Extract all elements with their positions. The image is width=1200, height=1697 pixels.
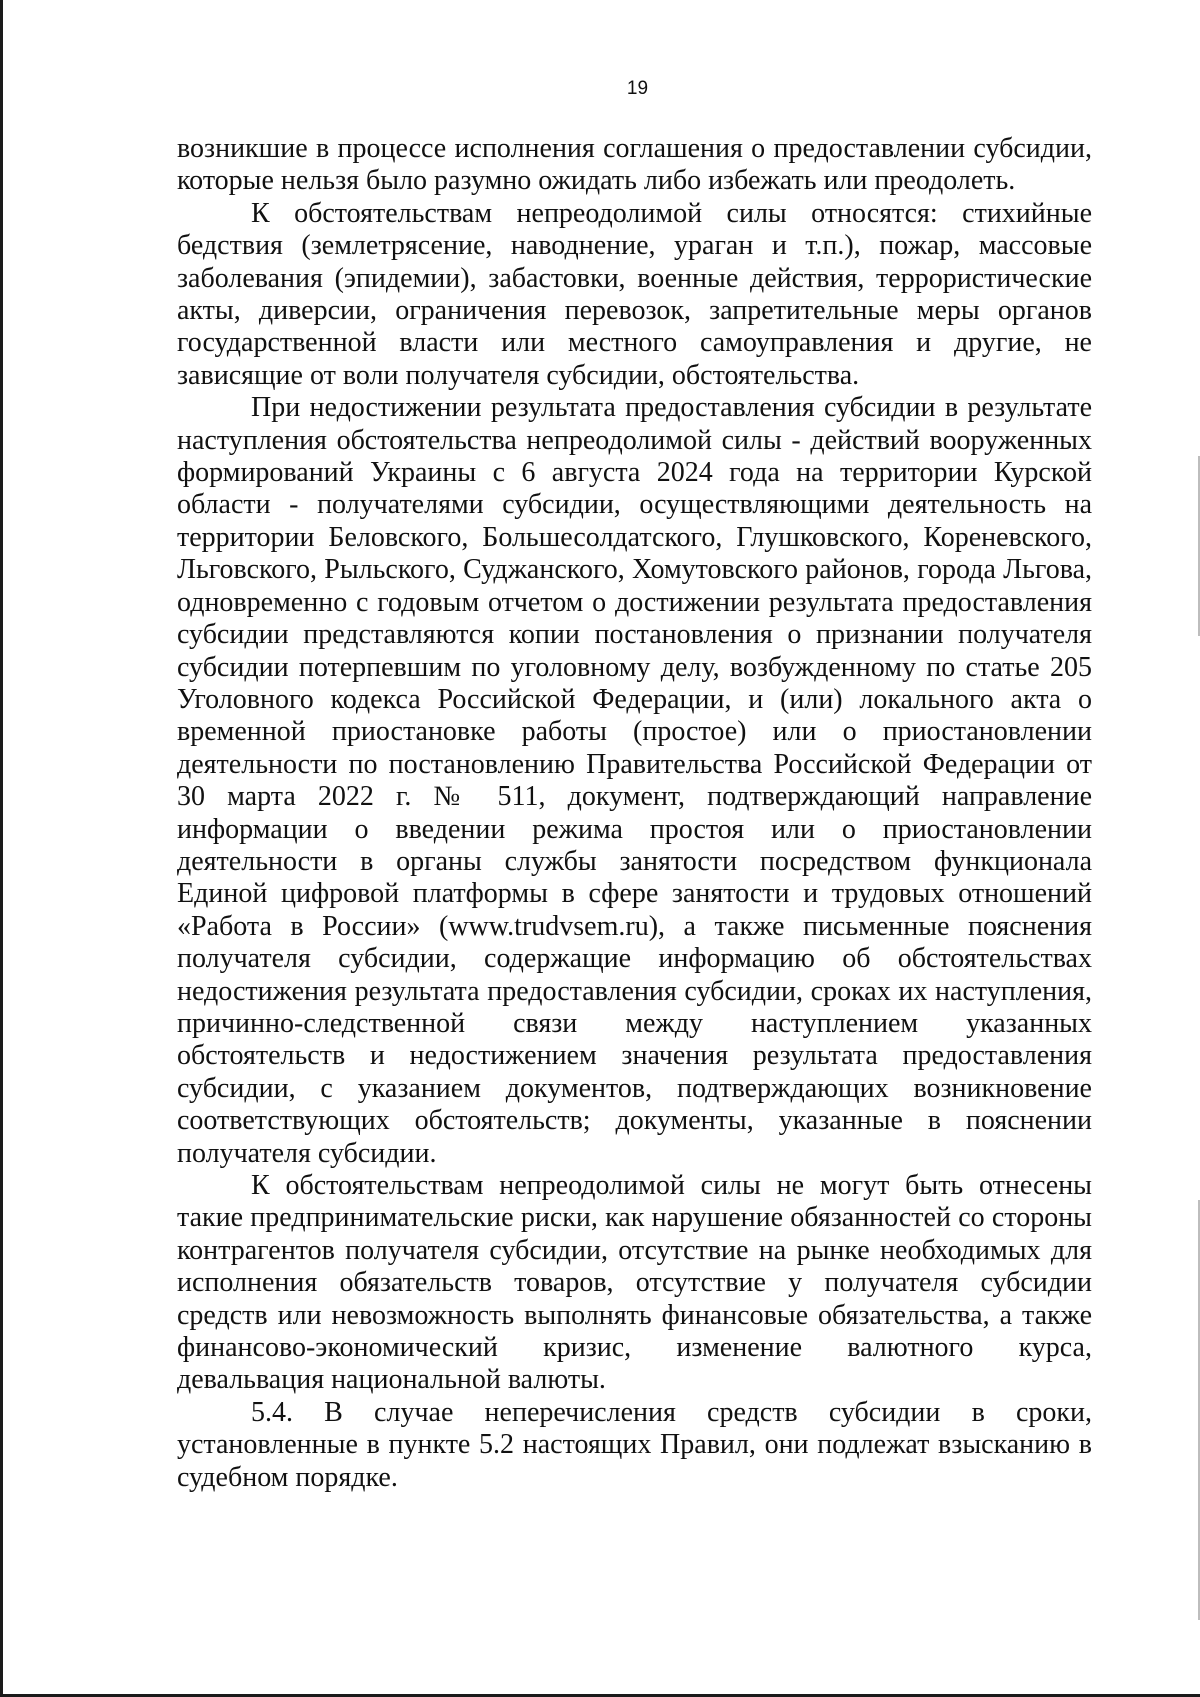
paragraph-continuation: возникшие в процессе исполнения соглашения о предоставлении субсидии, которые нельзя было разумно ожидать либо избежать или преодолеть. — [177, 133, 1092, 197]
paragraph-excluded-risks: К обстоятельствам непреодолимой силы не могут быть отнесены такие предпринимательские риски, как нарушение обязанностей со стороны контрагентов получателя субсидии, отсутствие на рынке необходимых для исполнения обязательств товаров, отсутствие у получателя субсидии средств или невозможность выполнять финансовые обязательства, а также финансово-экономический кризис, изменение валютного курса, девальвация национальной валюты. — [177, 1170, 1092, 1396]
paragraph-required-documents: При недостижении результата предоставления субсидии в результате наступления обстоятельства непреодолимой силы - действий вооруженных формирований Украины с 6 августа 2024 года на территории Курской области - получателями субсидии, осуществляющими деятельность на территории Беловского, Большесолдатского, Глушковского, Кореневского, Льговского, Рыльского, Суджанского, Хомутовского районов, города Льгова, одновременно с годовым отчетом о достижении результата предоставления субсидии представляются копии постановления о признании получателя субсидии потерпевшим по уголовному делу, возбужденному по статье 205 Уголовного кодекса Российской Федерации, и (или) локального акта о временной приостановке работы (простое) или о приостановлении деятельности по постановлению Правительства Российской Федерации от 30 марта 2022 г. № 511, документ, подтверждающий направление информации о введении режима простоя или о приостановлении деятельности в органы службы занятости посредством функционала Единой цифровой платформы в сфере занятости и трудовых отношений «Работа в России» (www.trudvsem.ru), а также письменные пояснения получателя субсидии, содержащие информацию об обстоятельствах недостижения результата предоставления субсидии, сроках их наступления, причинно-следственной связи между наступлением указанных обстоятельств и недостижением значения результата предоставления субсидии, с указанием документов, подтверждающих возникновение соответствующих обстоятельств; документы, указанные в пояснении получателя субсидии. — [177, 392, 1092, 1169]
paragraph-clause-5-4: 5.4. В случае неперечисления средств субсидии в сроки, установленные в пункте 5.2 настоящих Правил, они подлежат взысканию в судебном порядке. — [177, 1396, 1092, 1493]
page-number: 19 — [626, 78, 649, 99]
paragraph-force-majeure-definition: К обстоятельствам непреодолимой силы относятся: стихийные бедствия (землетрясение, наводнение, ураган и т.п.), пожар, массовые заболевания (эпидемии), забастовки, военные действия, террористические акты, диверсии, ограничения перевозок, запретительные меры органов государственной власти или местного самоуправления и другие, не зависящие от воли получателя субсидии, обстоятельства. — [177, 197, 1092, 391]
scan-border-left — [0, 0, 3, 1697]
document-body — [177, 133, 1092, 1494]
